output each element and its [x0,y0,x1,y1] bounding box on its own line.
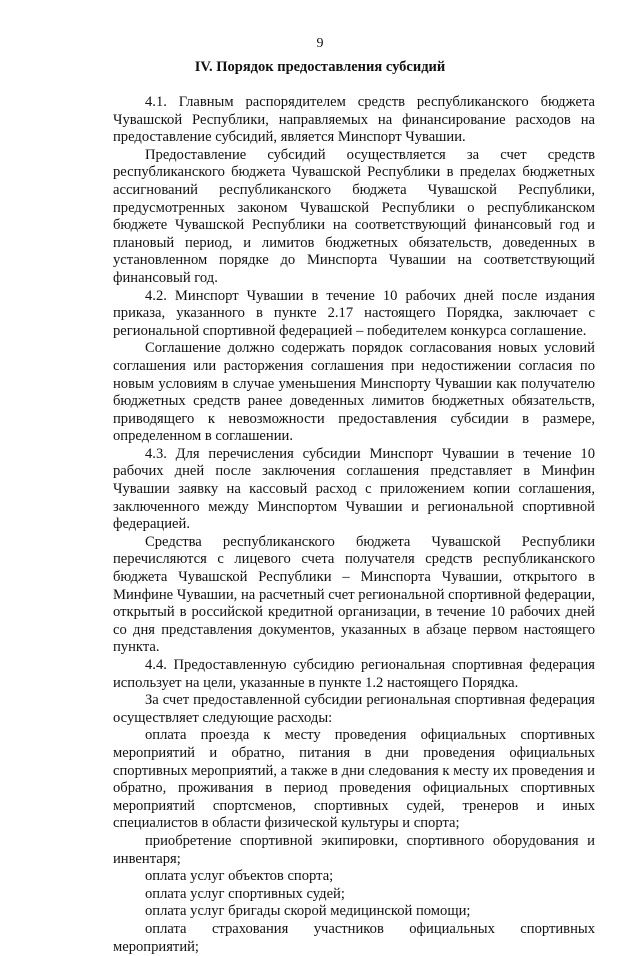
paragraph: Средства республиканского бюджета Чувашской Республики перечисляются с лицевого счета получателя средств республиканского бюджета Чувашской Республики – Минспорта Чувашии, открытого в Минфине Чувашии, на расчетный счет региональной спортивной федерации, открытый в российской кредитной организации, в течение 10 рабочих дней со дня представления документов, указанных в абзаце первом настоящего пункта. [113,533,595,656]
list-item: оплата услуг бригады скорой медицинской помощи; [145,903,471,920]
list-item: оплата проезда к месту проведения официальных спортивных мероприятий и обратно, питания в дни проведения официальных спортивных мероприятий, а также в дни следования к месту их проведения и обратно, проживания в период проведения официальных спортивных мероприятий спортсменов, спортивных судей, тренеров и иных специалистов в области физической культуры и спорта; [113,727,595,832]
paragraph: 4.3. Для перечисления субсидии Минспорт Чувашии в течение 10 рабочих дней после заключения соглашения представляет в Минфин Чувашии заявку на кассовый расход с приложением копии соглашения, заключенного между Минспортом Чувашии и региональной спортивной федерацией. [113,445,595,533]
document-body [113,94,595,956]
list-item: оплата страхования участников официальных спортивных мероприятий; [113,920,595,955]
paragraph: 4.1. Главным распорядителем средств республиканского бюджета Чувашской Республики, направляемых на финансирование расходов на предоставление субсидий, является Минспорт Чувашии. [113,94,595,146]
list-item: приобретение спортивной экипировки, спортивного оборудования и инвентаря; [113,832,595,867]
list-item: оплата услуг объектов спорта; [145,868,334,885]
paragraph: 4.4. Предоставленную субсидию региональная спортивная федерация использует на цели, указанные в пункте 1.2 настоящего Порядка. [113,657,595,691]
paragraph: За счет предоставленной субсидии региональная спортивная федерация осуществляет следующие расходы: [113,692,595,726]
paragraph: Соглашение должно содержать порядок согласования новых условий соглашения или расторжения соглашения при недостижении согласия по новым условиям в случае уменьшения Минспорту Чувашии как получателю бюджетных средств ранее доведенных лимитов бюджетных обязательств, приводящего к невозможности предоставления субсидии в размере, определенном в соглашении. [113,340,595,445]
page-number: 9 [316,36,324,51]
section-heading: IV. Порядок предоставления субсидий [194,59,446,75]
paragraph: Предоставление субсидий осуществляется за счет средств республиканского бюджета Чувашской Республики в пределах бюджетных ассигнований республиканского бюджета Чувашской Республики, предусмотренных законом Чувашской Республики о республиканском бюджете Чувашской Республики на соответствующий финансовый год и плановый период, и лимитов бюджетных обязательств, доведенных в установленном порядке до Минспорта Чувашии на соответствующий финансовый год. [113,146,595,286]
list-item: оплата услуг спортивных судей; [145,885,345,902]
paragraph: 4.2. Минспорт Чувашии в течение 10 рабочих дней после издания приказа, указанного в пункте 2.17 настоящего Порядка, заключает с региональной спортивной федерацией – победителем конкурса соглашение. [113,287,595,339]
